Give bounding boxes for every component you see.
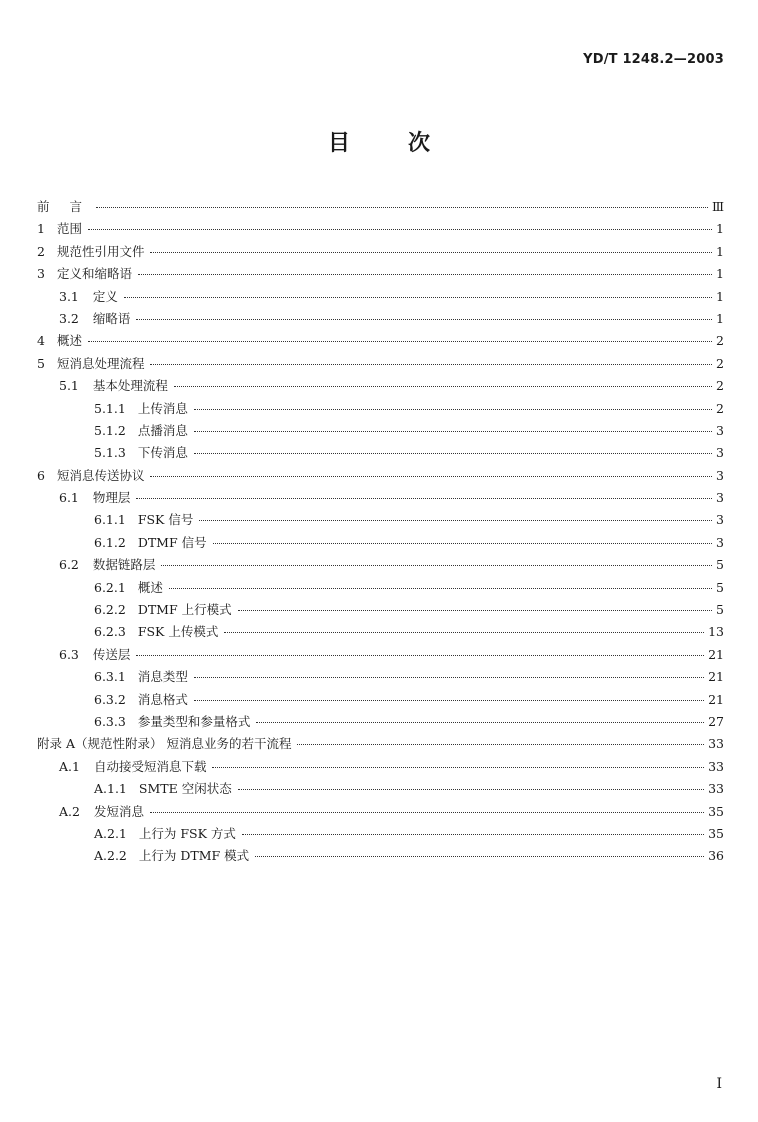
toc-entry[interactable] <box>37 309 724 331</box>
dot-leader <box>194 700 704 701</box>
toc-entry[interactable] <box>37 376 724 398</box>
toc-entry-number: 6.1 <box>59 490 79 506</box>
toc-entry-label: SMTE 空闲状态 <box>138 781 232 797</box>
standard-code: YD/T 1248.2—2003 <box>583 52 724 67</box>
toc-entry-number: A.1 <box>59 758 80 774</box>
toc-entry-number: 6 <box>37 467 45 483</box>
toc-entry[interactable] <box>37 354 724 376</box>
toc-entry[interactable] <box>37 219 724 241</box>
toc-entry-label: 短消息传送协议 <box>56 467 145 483</box>
toc-entry-number: 6.3.3 <box>94 713 126 729</box>
toc-entry-number: 6.3.1 <box>94 669 126 685</box>
dot-leader <box>124 297 712 298</box>
toc-entry-label: 数据链路层 <box>92 557 156 573</box>
toc-entry-number: 6.3 <box>59 646 79 662</box>
toc-entry-label: DTMF 信号 <box>137 534 207 550</box>
toc-entry[interactable] <box>37 488 724 510</box>
toc-entry-number: 3.1 <box>59 288 79 304</box>
toc-entry-label: 基本处理流程 <box>92 378 168 394</box>
toc-entry-label: 规范性引用文件 <box>56 243 145 259</box>
toc-entry-number: 4 <box>37 333 45 349</box>
toc-entry-label: 附录 A（规范性附录） 短消息业务的若干流程 <box>37 736 292 752</box>
toc-entry-label: 上传消息 <box>137 400 188 416</box>
dot-leader <box>255 856 704 857</box>
dot-leader <box>212 767 704 768</box>
dot-leader <box>150 812 704 813</box>
toc-entry-page: 27 <box>708 713 724 729</box>
dot-leader <box>96 207 708 208</box>
toc-entry-number: 5 <box>37 355 45 371</box>
toc-entry[interactable] <box>37 578 724 600</box>
dot-leader <box>238 610 712 611</box>
toc-entry[interactable] <box>37 846 724 868</box>
toc-entry-label: 前 言 <box>37 199 90 214</box>
toc-entry-number: 5.1.2 <box>94 422 126 438</box>
toc-entry-number: 5.1.1 <box>94 400 126 416</box>
toc-entry-page: 2 <box>716 400 724 416</box>
dot-leader <box>150 364 712 365</box>
toc-entry-number: A.1.1 <box>94 781 127 797</box>
toc-entry-label: 上行为 DTMF 模式 <box>138 848 250 864</box>
toc-entry-page: 1 <box>716 288 724 304</box>
toc-entry[interactable] <box>37 824 724 846</box>
dot-leader <box>136 319 712 320</box>
toc-entry[interactable] <box>37 242 724 264</box>
dot-leader <box>194 409 712 410</box>
toc-entry-page: 2 <box>716 333 724 349</box>
dot-leader <box>138 274 712 275</box>
table-of-contents <box>37 197 724 869</box>
toc-entry-number: 5.1 <box>59 378 79 394</box>
dot-leader <box>136 655 704 656</box>
toc-entry-page: 5 <box>716 579 724 595</box>
dot-leader <box>88 341 712 342</box>
toc-entry-page: 3 <box>716 512 724 528</box>
toc-entry[interactable] <box>37 421 724 443</box>
toc-entry-page: 1 <box>716 266 724 282</box>
dot-leader <box>161 565 712 566</box>
toc-entry-number: 6.2 <box>59 557 79 573</box>
toc-entry-label: 物理层 <box>92 490 131 506</box>
toc-entry-number: 6.1.1 <box>94 512 126 528</box>
toc-entry-label: 点播消息 <box>137 422 188 438</box>
toc-entry[interactable] <box>37 264 724 286</box>
toc-entry[interactable] <box>37 779 724 801</box>
toc-entry-label: 传送层 <box>92 646 131 662</box>
toc-entry-page: 1 <box>716 243 724 259</box>
toc-entry-page: 21 <box>708 646 724 662</box>
dot-leader <box>150 252 712 253</box>
toc-entry-label: 下传消息 <box>137 445 188 461</box>
toc-entry-page: 3 <box>716 445 724 461</box>
page-title-part1: 目 <box>327 131 350 156</box>
toc-entry-label: 短消息处理流程 <box>56 355 145 371</box>
dot-leader <box>199 520 712 521</box>
toc-entry[interactable] <box>37 443 724 465</box>
toc-entry[interactable] <box>37 510 724 532</box>
toc-entry[interactable] <box>37 533 724 555</box>
toc-entry[interactable] <box>37 690 724 712</box>
toc-entry-number: 3.2 <box>59 310 79 326</box>
toc-entry-label: 发短消息 <box>93 803 144 819</box>
toc-entry[interactable] <box>37 645 724 667</box>
toc-entry-page: 1 <box>716 310 724 326</box>
toc-entry-number: 6.3.2 <box>94 691 126 707</box>
dot-leader <box>224 632 704 633</box>
toc-entry-label: 定义 <box>92 288 118 304</box>
toc-entry-label: 上行为 FSK 方式 <box>138 825 236 841</box>
toc-entry-page: 35 <box>708 803 724 819</box>
toc-entry[interactable] <box>37 331 724 353</box>
toc-entry[interactable] <box>37 802 724 824</box>
toc-entry-page: 3 <box>716 467 724 483</box>
toc-entry-label: 参量类型和参量格式 <box>137 713 251 729</box>
toc-entry-page: 33 <box>708 781 724 797</box>
toc-entry-label: 概述 <box>56 333 82 349</box>
toc-entry-page: 2 <box>716 355 724 371</box>
dot-leader <box>88 229 712 230</box>
toc-entry-page: 3 <box>716 490 724 506</box>
toc-entry-page: 21 <box>708 691 724 707</box>
toc-entry-page: 21 <box>708 669 724 685</box>
dot-leader <box>136 498 712 499</box>
dot-leader <box>256 722 704 723</box>
toc-entry-page: 36 <box>708 848 724 864</box>
dot-leader <box>150 476 712 477</box>
toc-entry-label: 定义和缩略语 <box>56 266 132 282</box>
toc-entry-label: 缩略语 <box>92 310 131 326</box>
page-title-part2: 次 <box>408 131 431 156</box>
toc-entry-page: 5 <box>716 557 724 573</box>
toc-entry-number: A.2 <box>59 803 80 819</box>
toc-entry-page: 2 <box>716 378 724 394</box>
dot-leader <box>297 744 704 745</box>
toc-entry-number: 1 <box>37 221 45 237</box>
toc-entry-label: 概述 <box>137 579 163 595</box>
toc-entry-label: 消息类型 <box>137 669 188 685</box>
toc-entry[interactable] <box>37 399 724 421</box>
dot-leader <box>242 834 704 835</box>
dot-leader <box>194 453 712 454</box>
toc-entry-label: FSK 上传模式 <box>137 624 219 640</box>
toc-entry-label: 范围 <box>56 221 82 237</box>
toc-entry[interactable] <box>37 287 724 309</box>
toc-entry-page: 35 <box>708 825 724 841</box>
toc-entry-label: 消息格式 <box>137 691 188 707</box>
dot-leader <box>213 543 712 544</box>
toc-entry-number: A.2.1 <box>94 825 127 841</box>
toc-entry-page: 13 <box>708 624 724 640</box>
toc-entry-number: 6.2.1 <box>94 579 126 595</box>
toc-entry-number: 6.1.2 <box>94 534 126 550</box>
toc-entry[interactable] <box>37 667 724 689</box>
dot-leader <box>174 386 712 387</box>
toc-entry[interactable] <box>37 757 724 779</box>
toc-entry-number: A.2.2 <box>94 848 127 864</box>
dot-leader <box>194 677 704 678</box>
toc-entry[interactable] <box>37 622 724 644</box>
toc-entry-number: 2 <box>37 243 45 259</box>
toc-entry[interactable] <box>37 555 724 577</box>
toc-entry-label: FSK 信号 <box>137 512 194 528</box>
toc-entry[interactable] <box>37 712 724 734</box>
toc-entry-number: 6.2.3 <box>94 624 126 640</box>
toc-entry-page: Ⅲ <box>711 199 724 214</box>
toc-entry-number: 5.1.3 <box>94 445 126 461</box>
dot-leader <box>169 588 712 589</box>
toc-entry[interactable] <box>37 734 724 756</box>
toc-entry-label: 自动接受短消息下载 <box>93 758 207 774</box>
toc-entry-label: DTMF 上行模式 <box>137 602 232 618</box>
toc-entry[interactable] <box>37 197 724 219</box>
toc-entry-page: 3 <box>716 534 724 550</box>
dot-leader <box>194 431 712 432</box>
toc-entry-number: 3 <box>37 266 45 282</box>
toc-entry-page: 3 <box>716 422 724 438</box>
toc-entry-page: 1 <box>716 221 724 237</box>
toc-entry-page: 33 <box>708 736 724 752</box>
dot-leader <box>238 789 704 790</box>
toc-entry[interactable] <box>37 600 724 622</box>
toc-entry[interactable] <box>37 466 724 488</box>
page-title <box>0 126 758 157</box>
toc-entry-number: 6.2.2 <box>94 602 126 618</box>
toc-entry-page: 5 <box>716 602 724 618</box>
toc-entry-page: 33 <box>708 758 724 774</box>
page-number: I <box>716 1076 722 1092</box>
